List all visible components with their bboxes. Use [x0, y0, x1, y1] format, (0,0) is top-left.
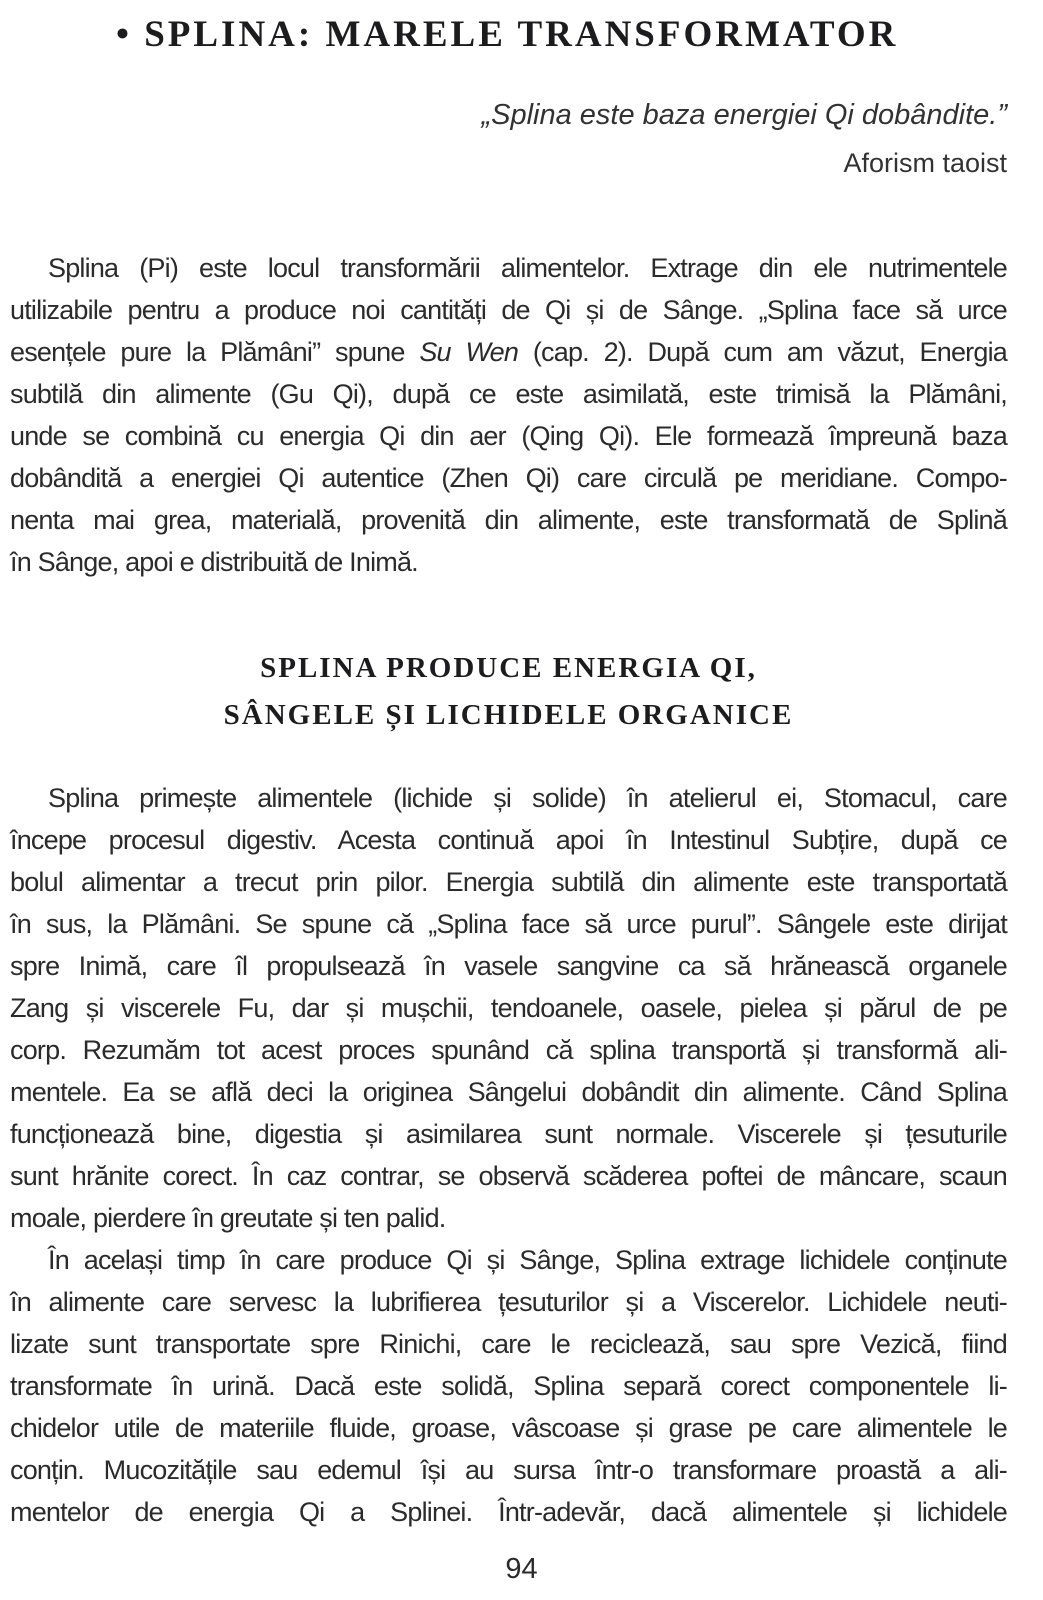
body-line: unde se combină cu energia Qi din aer (Qing Qi). Ele formează împreună baza	[10, 420, 1007, 451]
body-line: esențele pure la Plămâni” spune Su Wen (cap. 2). După cum am văzut, Energia	[10, 336, 1007, 367]
body-line: Splina (Pi) este locul transformării alimentelor. Extrage din ele nutrimentele	[48, 252, 1007, 283]
paragraph	[10, 247, 1007, 583]
body-line: sunt hrănite corect. În caz contrar, se observă scăderea poftei de mâncare, scaun	[10, 1160, 1007, 1191]
section-paragraphs	[10, 777, 1007, 1533]
body-line: moale, pierdere în greutate și ten palid.	[10, 1202, 446, 1233]
body-line: mentelor de energia Qi a Splinei. Într-adevăr, dacă alimentele și lichidele	[10, 1496, 1007, 1527]
body-line: În același timp în care produce Qi și Sânge, Splina extrage lichidele conținute	[48, 1244, 1007, 1275]
body-line: lizate sunt transportate spre Rinichi, care le reciclează, sau spre Vezică, fiind	[10, 1328, 1007, 1359]
epigraph-attribution: Aforism taoist	[843, 147, 1007, 178]
epigraph-quote: „Splina este baza energiei Qi dobândite.”	[481, 98, 1007, 131]
body-line: corp. Rezumăm tot acest proces spunând că splina transportă și transformă ali-	[10, 1034, 1007, 1065]
paragraph	[10, 777, 1007, 1239]
body-line: funcționează bine, digestia și asimilarea sunt normale. Viscerele și țesuturile	[10, 1118, 1007, 1149]
body-line: Splina primește alimentele (lichide și solide) în atelierul ei, Stomacul, care	[48, 782, 1007, 813]
body-line: chidelor utile de materiile fluide, groase, vâscoase și grase pe care alimentele le	[10, 1412, 1007, 1443]
body-line: începe procesul digestiv. Acesta continuă apoi în Intestinul Subțire, după ce	[10, 824, 1007, 855]
section-heading-line-1: SPLINA PRODUCE ENERGIA QI,	[260, 651, 757, 684]
body-line: bolul alimentar a trecut prin pilor. Energia subtilă din alimente este transportată	[10, 866, 1007, 897]
body-line: utilizabile pentru a produce noi cantități de Qi și de Sânge. „Splina face să urce	[10, 294, 1007, 325]
body-line: subtilă din alimente (Gu Qi), după ce este asimilată, este trimisă la Plămâni,	[10, 378, 1007, 409]
body-line: în sus, la Plămâni. Se spune că „Splina face să urce purul”. Sângele este dirijat	[10, 908, 1007, 939]
paragraph	[10, 1239, 1007, 1533]
intro-paragraphs	[10, 247, 1007, 583]
section-heading-line-2: SÂNGELE ȘI LICHIDELE ORGANICE	[223, 698, 794, 731]
body-line: în alimente care servesc la lubrifierea țesuturilor și a Viscerelor. Lichidele neuti-	[10, 1286, 1007, 1317]
page-number: 94	[505, 1553, 538, 1585]
section-heading	[10, 645, 1007, 739]
chapter-title: • SPLINA: MARELE TRANSFORMATOR	[116, 14, 899, 55]
body-line: nenta mai grea, materială, provenită din alimente, este transformată de Splină	[10, 504, 1007, 535]
body-line: conțin. Mucozitățile sau edemul își au sursa într-o transformare proastă a ali-	[10, 1454, 1007, 1485]
body-line: spre Inimă, care îl propulsează în vasele sangvine ca să hrănească organele	[10, 950, 1007, 981]
body-line: mentele. Ea se află deci la originea Sângelui dobândit din alimente. Când Splina	[10, 1076, 1007, 1107]
body-line: Zang și viscerele Fu, dar și mușchii, tendoanele, oasele, pielea și părul de pe	[10, 992, 1007, 1023]
body-line: dobândită a energiei Qi autentice (Zhen Qi) care circulă pe meridiane. Compo-	[10, 462, 1007, 493]
body-line: transformate în urină. Dacă este solidă, Splina separă corect componentele li-	[10, 1370, 1007, 1401]
body-line: în Sânge, apoi e distribuită de Inimă.	[10, 546, 418, 577]
